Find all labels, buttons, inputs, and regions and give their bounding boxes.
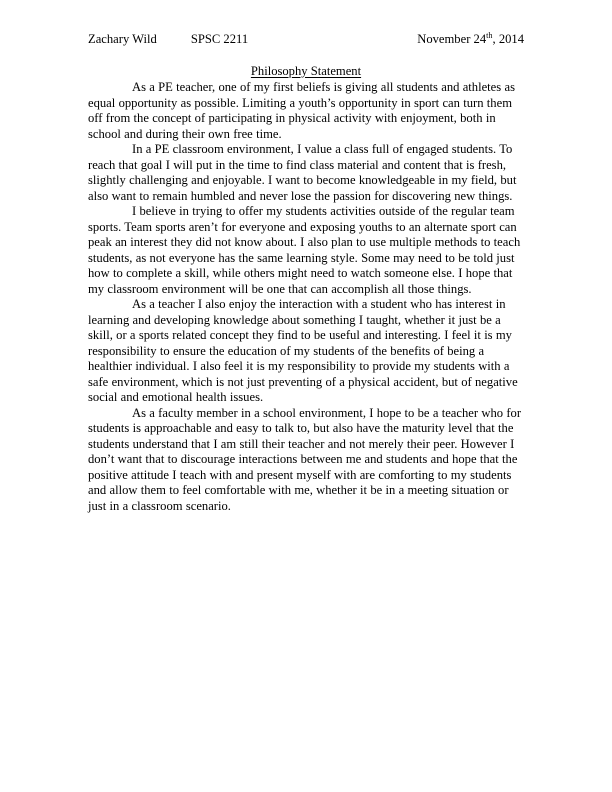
body-paragraph: I believe in trying to offer my students activities outside of the regular team sports. Team sports aren’t for everyone and exposing youths to an alternate sport can peak an interest they did not know about. I also plan to use multiple methods to teach students, as not everyone has the same learning style. Some may need to be told just how to complete a skill, while others might need to watch someone else. I hope that my classroom environment will be one that can accomplish all those things. bbox=[88, 204, 521, 296]
body-paragraph: As a PE teacher, one of my first beliefs is giving all students and athletes as equal opportunity as possible. Limiting a youth’s opportunity in sport can turn them off from the concept of participating in physical activity with enjoyment, both in school and during their own free time. bbox=[88, 80, 515, 141]
header-date-year: , 2014 bbox=[492, 32, 524, 46]
page-title bbox=[88, 64, 524, 80]
document-body bbox=[88, 80, 524, 514]
header-student-name: Zachary Wild bbox=[88, 32, 157, 46]
page-title-text: Philosophy Statement bbox=[250, 63, 362, 78]
body-paragraph: In a PE classroom environment, I value a class full of engaged students. To reach that goal I will put in the time to find class material and content that is fresh, slightly challenging and enjoyable. I want to become knowledgeable in my field, but also want to remain humbled and never lose the passion for discovering new things. bbox=[88, 142, 517, 203]
header-date-ordinal-suffix: th bbox=[486, 30, 493, 40]
header-date-month-day: November 24 bbox=[417, 32, 487, 46]
header-date bbox=[417, 32, 524, 48]
header-course-code: SPSC 2211 bbox=[190, 32, 249, 46]
body-paragraph: As a teacher I also enjoy the interaction with a student who has interest in learning and developing knowledge about something I taught, whether it just be a skill, or a sports related concept they find to be useful and interesting. I feel it is my responsibility to ensure the education of my students of the benefits of being a healthier individual. I also feel it is my responsibility to provide my students with a safe environment, which is not just preventing of a physical accident, but of negative social and emotional health issues. bbox=[88, 297, 518, 404]
document-content bbox=[88, 32, 524, 514]
document-header bbox=[88, 32, 524, 48]
body-paragraph: As a faculty member in a school environment, I hope to be a teacher who for students is approachable and easy to talk to, but also have the maturity level that the students understand that I am still their teacher and not merely their peer. However I don’t want that to discourage interactions between me and students and hope that the positive attitude I teach with and present myself with are comforting to my students and allow them to feel comfortable with me, whether it be in a meeting situation or just in a classroom scenario. bbox=[88, 405, 522, 513]
